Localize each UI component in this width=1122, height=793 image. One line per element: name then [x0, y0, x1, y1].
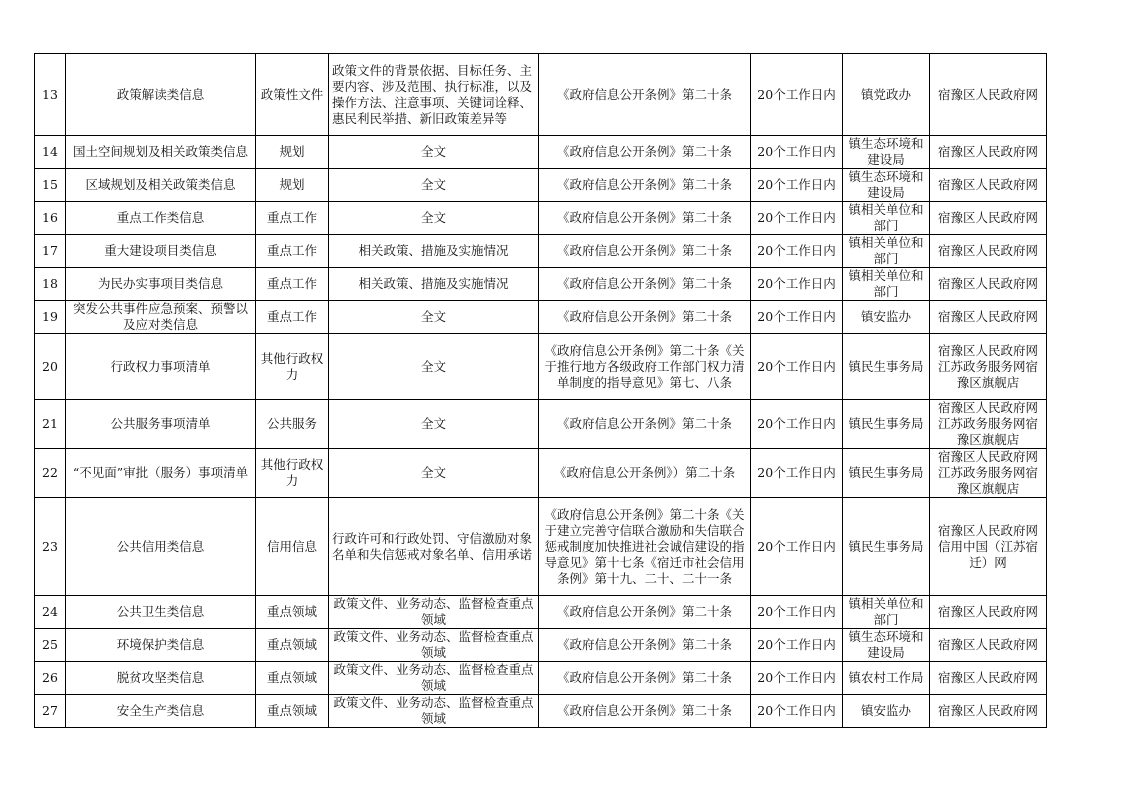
table-row — [35, 596, 1047, 629]
channel-cell: 宿豫区人民政府网 — [930, 596, 1047, 629]
department-cell: 镇相关单位和部门 — [843, 235, 930, 268]
row-number-cell: 26 — [35, 662, 66, 695]
category-cell: 其他行政权力 — [256, 334, 329, 400]
table-row — [35, 169, 1047, 202]
category-cell: 其他行政权力 — [256, 449, 329, 498]
table-row — [35, 400, 1047, 449]
table-row — [35, 695, 1047, 728]
category-cell: 重点领域 — [256, 629, 329, 662]
content-cell: 相关政策、措施及实施情况 — [329, 235, 539, 268]
category-cell: 政策性文件 — [256, 54, 329, 136]
time-limit-cell: 20个工作日内 — [751, 136, 843, 169]
channel-cell: 宿豫区人民政府网 — [930, 629, 1047, 662]
row-number-cell: 17 — [35, 235, 66, 268]
row-number-cell: 24 — [35, 596, 66, 629]
category-cell: 重点工作 — [256, 202, 329, 235]
legal-basis-cell: 《政府信息公开条例》）第二十条 — [539, 449, 751, 498]
item-name-cell: 公共卫生类信息 — [66, 596, 256, 629]
item-name-cell: 重大建设项目类信息 — [66, 235, 256, 268]
legal-basis-cell: 《政府信息公开条例》第二十条《关于建立完善守信联合激励和失信联合惩戒制度加快推进社会诚信建设的指导意见》第十七条《宿迁市社会信用条例》第十九、二十、二十一条 — [539, 498, 751, 596]
category-cell: 重点工作 — [256, 235, 329, 268]
channel-cell: 宿豫区人民政府网 — [930, 662, 1047, 695]
time-limit-cell: 20个工作日内 — [751, 202, 843, 235]
row-number-cell: 19 — [35, 301, 66, 334]
content-cell: 全文 — [329, 202, 539, 235]
row-number-cell: 21 — [35, 400, 66, 449]
content-cell: 全文 — [329, 334, 539, 400]
time-limit-cell: 20个工作日内 — [751, 449, 843, 498]
legal-basis-cell: 《政府信息公开条例》第二十条 — [539, 629, 751, 662]
time-limit-cell: 20个工作日内 — [751, 334, 843, 400]
table-row — [35, 268, 1047, 301]
channel-cell: 宿豫区人民政府网 — [930, 695, 1047, 728]
department-cell: 镇民生事务局 — [843, 498, 930, 596]
channel-cell: 宿豫区人民政府网信用中国（江苏宿迁）网 — [930, 498, 1047, 596]
item-name-cell: 公共服务事项清单 — [66, 400, 256, 449]
row-number-cell: 25 — [35, 629, 66, 662]
legal-basis-cell: 《政府信息公开条例》第二十条 — [539, 301, 751, 334]
legal-basis-cell: 《政府信息公开条例》第二十条《关于推行地方各级政府工作部门权力清单制度的指导意见》第七、八条 — [539, 334, 751, 400]
time-limit-cell: 20个工作日内 — [751, 268, 843, 301]
item-name-cell: 区域规划及相关政策类信息 — [66, 169, 256, 202]
row-number-cell: 13 — [35, 54, 66, 136]
department-cell: 镇民生事务局 — [843, 449, 930, 498]
table-row — [35, 301, 1047, 334]
item-name-cell: 政策解读类信息 — [66, 54, 256, 136]
legal-basis-cell: 《政府信息公开条例》第二十条 — [539, 662, 751, 695]
table-row — [35, 662, 1047, 695]
row-number-cell: 18 — [35, 268, 66, 301]
channel-cell: 宿豫区人民政府网江苏政务服务网宿豫区旗舰店 — [930, 449, 1047, 498]
category-cell: 重点领域 — [256, 695, 329, 728]
time-limit-cell: 20个工作日内 — [751, 498, 843, 596]
content-cell: 全文 — [329, 449, 539, 498]
item-name-cell: 脱贫攻坚类信息 — [66, 662, 256, 695]
row-number-cell: 22 — [35, 449, 66, 498]
channel-cell: 宿豫区人民政府网 — [930, 268, 1047, 301]
content-cell: 政策文件、业务动态、监督检查重点领域 — [329, 695, 539, 728]
table-row — [35, 498, 1047, 596]
department-cell: 镇相关单位和部门 — [843, 202, 930, 235]
channel-cell: 宿豫区人民政府网 — [930, 169, 1047, 202]
content-cell: 相关政策、措施及实施情况 — [329, 268, 539, 301]
time-limit-cell: 20个工作日内 — [751, 662, 843, 695]
content-cell: 全文 — [329, 136, 539, 169]
channel-cell: 宿豫区人民政府网 — [930, 235, 1047, 268]
time-limit-cell: 20个工作日内 — [751, 596, 843, 629]
legal-basis-cell: 《政府信息公开条例》第二十条 — [539, 400, 751, 449]
item-name-cell: 国土空间规划及相关政策类信息 — [66, 136, 256, 169]
category-cell: 重点工作 — [256, 301, 329, 334]
category-cell: 重点领域 — [256, 662, 329, 695]
item-name-cell: 为民办实事项目类信息 — [66, 268, 256, 301]
time-limit-cell: 20个工作日内 — [751, 54, 843, 136]
legal-basis-cell: 《政府信息公开条例》第二十条 — [539, 202, 751, 235]
department-cell: 镇安监办 — [843, 301, 930, 334]
channel-cell: 宿豫区人民政府网江苏政务服务网宿豫区旗舰店 — [930, 334, 1047, 400]
content-cell: 全文 — [329, 400, 539, 449]
table-row — [35, 235, 1047, 268]
row-number-cell: 23 — [35, 498, 66, 596]
row-number-cell: 14 — [35, 136, 66, 169]
legal-basis-cell: 《政府信息公开条例》第二十条 — [539, 136, 751, 169]
channel-cell: 宿豫区人民政府网 — [930, 54, 1047, 136]
row-number-cell: 20 — [35, 334, 66, 400]
content-cell: 政策文件、业务动态、监督检查重点领域 — [329, 629, 539, 662]
legal-basis-cell: 《政府信息公开条例》第二十条 — [539, 695, 751, 728]
row-number-cell: 27 — [35, 695, 66, 728]
channel-cell: 宿豫区人民政府网江苏政务服务网宿豫区旗舰店 — [930, 400, 1047, 449]
item-name-cell: 环境保护类信息 — [66, 629, 256, 662]
table-row — [35, 136, 1047, 169]
channel-cell: 宿豫区人民政府网 — [930, 136, 1047, 169]
time-limit-cell: 20个工作日内 — [751, 400, 843, 449]
department-cell: 镇生态环境和建设局 — [843, 136, 930, 169]
content-cell: 全文 — [329, 169, 539, 202]
content-cell: 政策文件、业务动态、监督检查重点领域 — [329, 596, 539, 629]
table-row — [35, 449, 1047, 498]
content-cell: 全文 — [329, 301, 539, 334]
legal-basis-cell: 《政府信息公开条例》第二十条 — [539, 235, 751, 268]
category-cell: 重点工作 — [256, 268, 329, 301]
content-cell: 政策文件、业务动态、监督检查重点领域 — [329, 662, 539, 695]
category-cell: 重点领域 — [256, 596, 329, 629]
department-cell: 镇相关单位和部门 — [843, 268, 930, 301]
time-limit-cell: 20个工作日内 — [751, 235, 843, 268]
time-limit-cell: 20个工作日内 — [751, 629, 843, 662]
department-cell: 镇安监办 — [843, 695, 930, 728]
department-cell: 镇民生事务局 — [843, 334, 930, 400]
category-cell: 规划 — [256, 136, 329, 169]
category-cell: 信用信息 — [256, 498, 329, 596]
category-cell: 规划 — [256, 169, 329, 202]
department-cell: 镇党政办 — [843, 54, 930, 136]
channel-cell: 宿豫区人民政府网 — [930, 301, 1047, 334]
content-cell: 行政许可和行政处罚、守信激励对象名单和失信惩戒对象名单、信用承诺 — [329, 498, 539, 596]
row-number-cell: 15 — [35, 169, 66, 202]
item-name-cell: “不见面”审批（服务）事项清单 — [66, 449, 256, 498]
item-name-cell: 重点工作类信息 — [66, 202, 256, 235]
time-limit-cell: 20个工作日内 — [751, 695, 843, 728]
channel-cell: 宿豫区人民政府网 — [930, 202, 1047, 235]
time-limit-cell: 20个工作日内 — [751, 301, 843, 334]
department-cell: 镇相关单位和部门 — [843, 596, 930, 629]
item-name-cell: 突发公共事件应急预案、预警以及应对类信息 — [66, 301, 256, 334]
item-name-cell: 安全生产类信息 — [66, 695, 256, 728]
department-cell: 镇农村工作局 — [843, 662, 930, 695]
table-row — [35, 54, 1047, 136]
legal-basis-cell: 《政府信息公开条例》第二十条 — [539, 596, 751, 629]
department-cell: 镇生态环境和建设局 — [843, 629, 930, 662]
legal-basis-cell: 《政府信息公开条例》第二十条 — [539, 54, 751, 136]
department-cell: 镇生态环境和建设局 — [843, 169, 930, 202]
category-cell: 公共服务 — [256, 400, 329, 449]
department-cell: 镇民生事务局 — [843, 400, 930, 449]
disclosure-table — [34, 53, 1047, 728]
table-row — [35, 202, 1047, 235]
row-number-cell: 16 — [35, 202, 66, 235]
item-name-cell: 行政权力事项清单 — [66, 334, 256, 400]
content-cell: 政策文件的背景依据、目标任务、主要内容、涉及范围、执行标准，以及操作方法、注意事项、关键词诠释、惠民利民举措、新旧政策差异等 — [329, 54, 539, 136]
legal-basis-cell: 《政府信息公开条例》第二十条 — [539, 169, 751, 202]
time-limit-cell: 20个工作日内 — [751, 169, 843, 202]
legal-basis-cell: 《政府信息公开条例》第二十条 — [539, 268, 751, 301]
table-row — [35, 629, 1047, 662]
item-name-cell: 公共信用类信息 — [66, 498, 256, 596]
table-row — [35, 334, 1047, 400]
